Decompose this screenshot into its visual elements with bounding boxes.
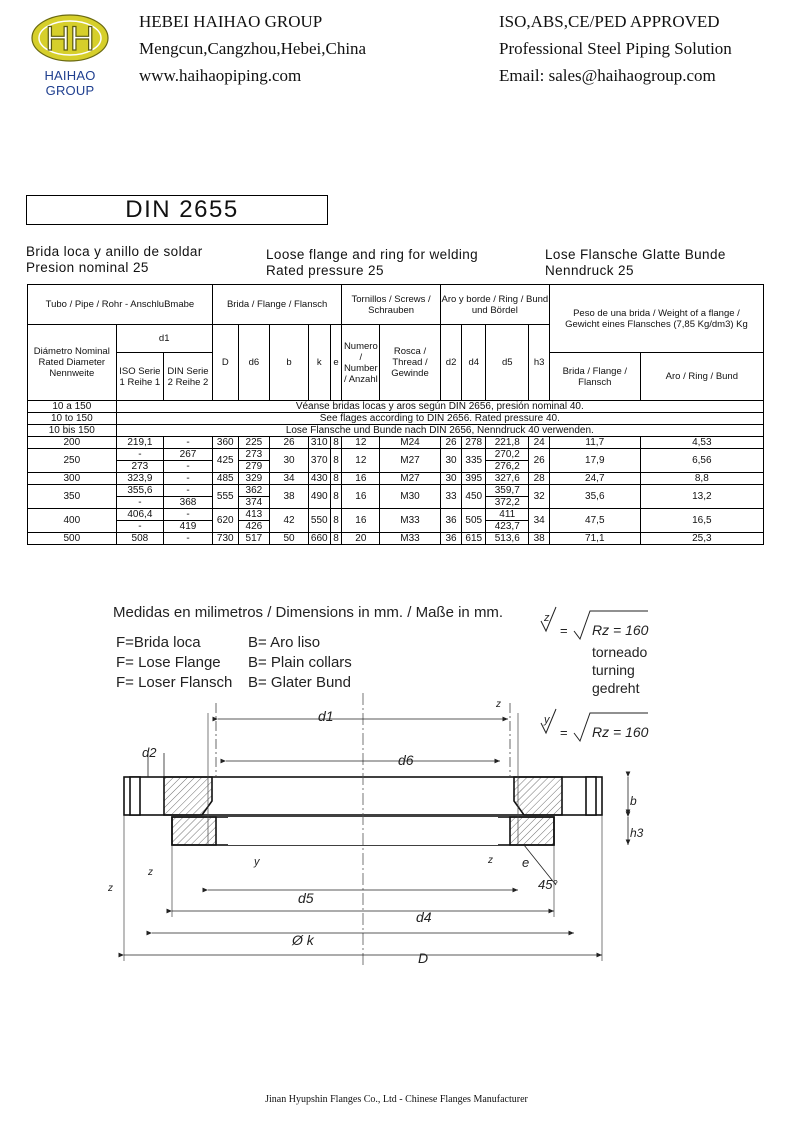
legend-b-1: B= Aro liso	[248, 634, 321, 651]
cell-w-flange: 35,6	[549, 485, 640, 509]
subtitle-en-1: Loose flange and ring for welding	[266, 247, 479, 262]
dim-h3: h3	[630, 826, 644, 840]
table-row	[28, 509, 764, 533]
cell-iso	[116, 437, 164, 449]
cell-value: 374	[239, 496, 269, 508]
cell-d5	[486, 485, 529, 509]
cell-din	[164, 449, 213, 473]
drawing-heading: Medidas en milimetros / Dimensions in mm. / Maße in mm.	[113, 604, 504, 621]
symbol-z-marker-3: z	[148, 867, 153, 878]
cell-k: 490	[308, 485, 330, 509]
cell-e: 8	[330, 509, 342, 533]
flange-drawing	[108, 595, 668, 970]
cell-d6	[238, 485, 269, 509]
cell-value: 372,2	[486, 496, 528, 508]
header-iso: ISO Serie 1 Reihe 1	[116, 353, 164, 401]
cell-w-flange: 17,9	[549, 449, 640, 473]
cell-d4: 450	[462, 485, 486, 509]
cell-b: 50	[270, 533, 309, 545]
cell-iso	[116, 533, 164, 545]
cell-w-ring: 8,8	[640, 473, 763, 485]
cell-e: 8	[330, 449, 342, 473]
cell-number: 16	[342, 473, 380, 485]
cell-h3: 28	[529, 473, 550, 485]
symbol-z-marker-2: z	[488, 855, 493, 866]
cell-k: 550	[308, 509, 330, 533]
cell-d4: 395	[462, 473, 486, 485]
header-weight-flange: Brida / Flange / Flansch	[549, 353, 640, 401]
subtitle-de-1: Lose Flansche Glatte Bunde	[545, 247, 726, 262]
header-e: e	[330, 325, 342, 401]
cell-w-ring: 16,5	[640, 509, 763, 533]
dimensions-table	[27, 284, 764, 545]
cell-e: 8	[330, 485, 342, 509]
cell-k: 430	[308, 473, 330, 485]
legend-f-3: F= Loser Flansch	[116, 674, 233, 691]
cell-value: 355,6	[127, 485, 153, 496]
cell-dn: 350	[28, 485, 117, 509]
cell-value: 368	[164, 496, 212, 508]
cell-value: 276,2	[486, 460, 528, 472]
cell-din	[164, 533, 213, 545]
cell-d6	[238, 437, 269, 449]
cell-k: 370	[308, 449, 330, 473]
cell-value: 273	[245, 449, 263, 460]
dim-d6: d6	[398, 752, 414, 768]
cell-b: 42	[270, 509, 309, 533]
legend-b-3: B= Glater Bund	[248, 674, 351, 691]
roughness-symbol-y	[541, 709, 649, 741]
cell-value: 219,1	[127, 437, 153, 448]
cell-thread: M24	[380, 437, 441, 449]
roughness-symbol-z	[541, 607, 649, 639]
cell-value: 508	[131, 533, 149, 544]
cell-D: 360	[212, 437, 238, 449]
cell-dn: 300	[28, 473, 117, 485]
cell-dn: 250	[28, 449, 117, 473]
cell-w-ring: 6,56	[640, 449, 763, 473]
legend-f-1: F=Brida loca	[116, 634, 201, 651]
cell-value: 411	[499, 509, 516, 520]
cell-value: -	[117, 496, 164, 508]
cell-value: -	[138, 449, 142, 460]
cell-w-flange: 47,5	[549, 509, 640, 533]
subtitle-de-2: Nenndruck 25	[545, 263, 634, 278]
cell-d5	[486, 437, 529, 449]
finish-de: gedreht	[592, 680, 640, 696]
cell-w-ring: 13,2	[640, 485, 763, 509]
dim-d1: d1	[318, 708, 334, 724]
cell-value: 279	[239, 460, 269, 472]
symbol-z-marker-1: z	[496, 699, 501, 710]
header-D: D	[212, 325, 238, 401]
cell-d6	[238, 473, 269, 485]
svg-text:=: =	[560, 623, 568, 638]
logo-letters: HH	[45, 20, 95, 58]
cell-thread: M27	[380, 473, 441, 485]
cell-value: 273	[117, 460, 164, 472]
dim-angle: 45°	[538, 877, 558, 892]
cell-d5	[486, 473, 529, 485]
company-logo	[28, 10, 112, 98]
symbol-y-marker: y	[254, 856, 260, 868]
cell-d6	[238, 449, 269, 473]
cell-dn: 500	[28, 533, 117, 545]
header-d1: d1	[116, 325, 212, 353]
cell-D: 425	[212, 449, 238, 473]
cell-thread: M33	[380, 509, 441, 533]
cell-dn: 400	[28, 509, 117, 533]
logo-caption: HAIHAO GROUP	[44, 68, 96, 98]
header-din: DIN Serie 2 Reihe 2	[164, 353, 213, 401]
company-name: HEBEI HAIHAO GROUP	[139, 12, 323, 31]
table-note-row	[28, 413, 764, 425]
cell-b: 30	[270, 449, 309, 473]
header-d4: d4	[462, 325, 486, 401]
header-flange-group: Brida / Flange / Flansch	[212, 285, 342, 325]
cell-value: -	[186, 533, 190, 544]
cell-d2: 36	[440, 533, 462, 545]
cell-number: 20	[342, 533, 380, 545]
cell-h3: 26	[529, 449, 550, 473]
note-text: See flages according to DIN 2656. Rated pressure 40.	[116, 413, 763, 425]
subtitle-es-1: Brida loca y anillo de soldar	[26, 244, 203, 259]
cell-value: 267	[179, 449, 197, 460]
table-row	[28, 437, 764, 449]
header-h3: h3	[529, 325, 550, 401]
cell-D: 485	[212, 473, 238, 485]
cell-d5	[486, 533, 529, 545]
cell-din	[164, 437, 213, 449]
cell-value: -	[117, 520, 164, 532]
cell-din	[164, 509, 213, 533]
cell-e: 8	[330, 473, 342, 485]
cell-dn: 200	[28, 437, 117, 449]
cell-w-flange: 11,7	[549, 437, 640, 449]
dim-d2: d2	[142, 745, 157, 760]
cell-value: 426	[239, 520, 269, 532]
header-d5: d5	[486, 325, 529, 401]
cell-k: 310	[308, 437, 330, 449]
dim-k: Ø k	[292, 932, 314, 948]
legend-f-2: F= Lose Flange	[116, 654, 221, 671]
note-text: Véanse bridas locas y aros según DIN 2656, presión nominal 40.	[116, 401, 763, 413]
dim-D: D	[418, 950, 429, 966]
cell-w-flange: 24,7	[549, 473, 640, 485]
cell-d6	[238, 533, 269, 545]
header-d6: d6	[238, 325, 269, 401]
cell-value: 270,2	[494, 449, 520, 460]
symbol-z-marker-4: z	[108, 883, 113, 894]
roughness-y-value: Rz = 160	[592, 724, 649, 740]
cell-thread: M30	[380, 485, 441, 509]
cell-d5	[486, 509, 529, 533]
dim-b: b	[630, 794, 637, 808]
slogan-text: Professional Steel Piping Solution	[499, 39, 732, 58]
cell-iso	[116, 449, 164, 473]
cell-b: 38	[270, 485, 309, 509]
cell-d5	[486, 449, 529, 473]
header-ring-group: Aro y borde / Ring / Bund und Bördel	[440, 285, 549, 325]
note-text: Lose Flansche und Bunde nach DIN 2656, Nenndruck 40 verwenden.	[116, 425, 763, 437]
dim-d4: d4	[416, 909, 432, 925]
cell-thread: M33	[380, 533, 441, 545]
svg-text:=: =	[560, 725, 568, 740]
cell-d2: 36	[440, 509, 462, 533]
cell-h3: 32	[529, 485, 550, 509]
legend-b-2: B= Plain collars	[248, 654, 352, 671]
cell-w-ring: 25,3	[640, 533, 763, 545]
cell-value: -	[186, 485, 190, 496]
cell-value: 359,7	[494, 485, 520, 496]
title-box	[26, 195, 328, 225]
cell-D: 555	[212, 485, 238, 509]
header-b: b	[270, 325, 309, 401]
cell-e: 8	[330, 533, 342, 545]
cell-d2: 33	[440, 485, 462, 509]
cell-value: 423,7	[486, 520, 528, 532]
cell-b: 26	[270, 437, 309, 449]
header-tube-group: Tubo / Pipe / Rohr - AnschluBmabe	[28, 285, 213, 325]
cell-number: 16	[342, 485, 380, 509]
header-nominal-diameter: Diámetro Nominal Rated Diameter Nennweite	[28, 325, 117, 401]
table-row	[28, 533, 764, 545]
symbol-y-top: y	[544, 714, 550, 726]
cell-value: 513,6	[494, 533, 520, 544]
dim-d5: d5	[298, 890, 314, 906]
cell-d4: 505	[462, 509, 486, 533]
dim-e: e	[522, 855, 530, 870]
cell-value: 406,4	[127, 509, 153, 520]
cell-thread: M27	[380, 449, 441, 473]
cell-h3: 24	[529, 437, 550, 449]
cell-value: 419	[164, 520, 212, 532]
table-note-row	[28, 401, 764, 413]
cell-k: 660	[308, 533, 330, 545]
contact-email[interactable]: Email: sales@haihaogroup.com	[499, 66, 716, 85]
cell-value: 225	[245, 437, 263, 448]
cell-value: 413	[245, 509, 263, 520]
note-range: 10 bis 150	[28, 425, 117, 437]
page-footer: Jinan Hyupshin Flanges Co., Ltd - Chinese Flanges Manufacturer	[265, 1094, 528, 1105]
cell-value: 221,8	[494, 437, 520, 448]
cell-iso	[116, 473, 164, 485]
header-bolts-group: Tornillos / Screws / Schrauben	[342, 285, 440, 325]
cell-value: -	[186, 437, 190, 448]
approvals-text: ISO,ABS,CE/PED APPROVED	[499, 12, 720, 31]
cell-value: 517	[245, 533, 263, 544]
cell-d4: 335	[462, 449, 486, 473]
cell-value: -	[186, 509, 190, 520]
cell-d6	[238, 509, 269, 533]
cell-value: 329	[245, 473, 263, 484]
cell-iso	[116, 485, 164, 509]
cell-din	[164, 485, 213, 509]
header-k: k	[308, 325, 330, 401]
header-weight-ring: Aro / Ring / Bund	[640, 353, 763, 401]
finish-en: turning	[592, 662, 635, 678]
table-note-row	[28, 425, 764, 437]
cell-d2: 26	[440, 437, 462, 449]
document-title: DIN 2655	[125, 196, 239, 223]
table-row	[28, 473, 764, 485]
cell-w-ring: 4,53	[640, 437, 763, 449]
subtitle-es-2: Presion nominal 25	[26, 260, 149, 275]
table-row	[28, 449, 764, 473]
note-range: 10 a 150	[28, 401, 117, 413]
cell-number: 16	[342, 509, 380, 533]
cell-D: 620	[212, 509, 238, 533]
finish-es: torneado	[592, 644, 648, 660]
symbol-z-top: z	[544, 612, 550, 624]
cell-number: 12	[342, 449, 380, 473]
cell-iso	[116, 509, 164, 533]
cell-value: -	[164, 460, 212, 472]
cell-d2: 30	[440, 473, 462, 485]
cell-b: 34	[270, 473, 309, 485]
header-thread: Rosca / Thread / Gewinde	[380, 325, 441, 401]
cell-h3: 34	[529, 509, 550, 533]
cell-D: 730	[212, 533, 238, 545]
cell-e: 8	[330, 437, 342, 449]
cell-d4: 278	[462, 437, 486, 449]
subtitle-en-2: Rated pressure 25	[266, 263, 384, 278]
cell-number: 12	[342, 437, 380, 449]
cell-value: 362	[245, 485, 263, 496]
table-row	[28, 485, 764, 509]
header-weight-group: Peso de una brida / Weight of a flange / Gewicht eines Flansches (7,85 Kg/dm3) Kg	[549, 285, 763, 353]
cell-h3: 38	[529, 533, 550, 545]
company-website[interactable]: www.haihaopiping.com	[139, 66, 302, 85]
cell-w-flange: 71,1	[549, 533, 640, 545]
company-location: Mengcun,Cangzhou,Hebei,China	[139, 39, 367, 58]
note-range: 10 to 150	[28, 413, 117, 425]
cell-value: 323,9	[127, 473, 153, 484]
roughness-z-value: Rz = 160	[592, 622, 649, 638]
cell-value: 327,6	[494, 473, 520, 484]
header-d2: d2	[440, 325, 462, 401]
cell-din	[164, 473, 213, 485]
header-number: Numero / Number / Anzahl	[342, 325, 380, 401]
cell-d4: 615	[462, 533, 486, 545]
cell-d2: 30	[440, 449, 462, 473]
cell-value: -	[186, 473, 190, 484]
